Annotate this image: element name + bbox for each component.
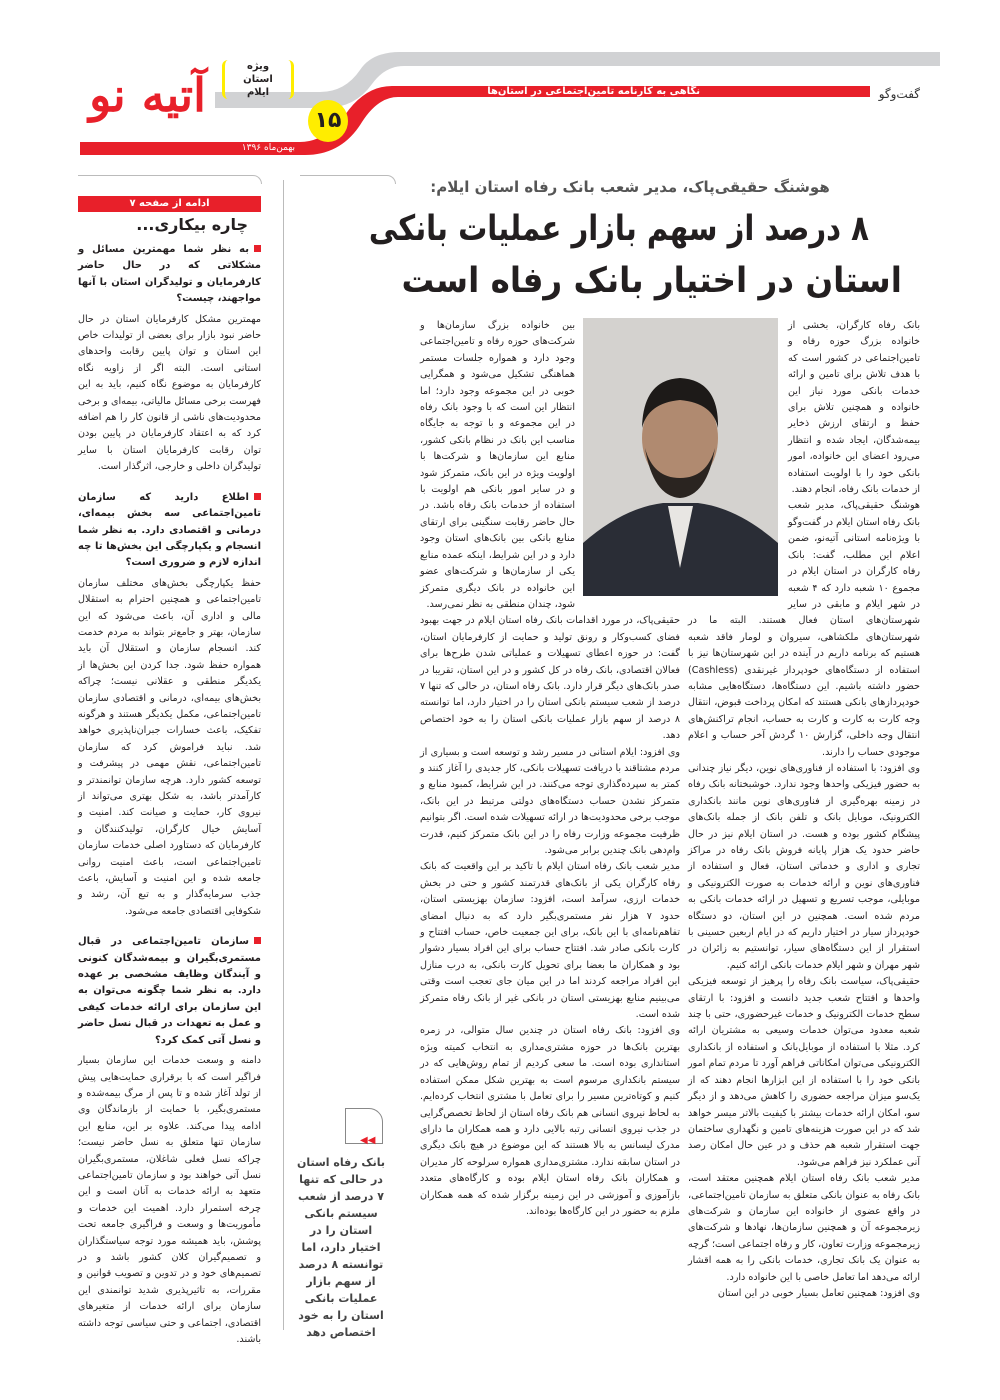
sidebar-title-text: چاره بیکاری... (136, 215, 248, 234)
interview-answer: دامنه و وسعت خدمات این سازمان بسیار فراگیر است که با برقراری حمایت‌هایی پیش از تولد آغاز شده و تا پس از مرگ بیمه‌شده و مستمری‌بگیر، با حمایت از بازماندگان وی ادامه پیدا می‌کند. علاوه بر این، منابع این سازمان تنها متعلق به نسل حاضر نیست؛ چراکه نسل فعلی شاغلان، مستمری‌بگیران نسل آتی خواهند بود و سازمان تامین‌اجتماعی متعهد به ارائه خدمات به آنان است و این چرخه استمرار دارد. اهمیت این خدمات و مأموریت‌ها و وسعت و فراگیری جامعه تحت پوشش، باید همیشه مورد توجه سیاستگذاران و تصمیم‌گیران کلان کشور باشد و در تصمیم‌های خود و در تدوین و تصویب قوانین و مقررات، به تاثیرپذیری شدید توانمندی این سازمان برای ارائه خدمات از متغیرهای اقتصادی، اجتماعی و حتی سیاسی توجه داشته باشند. (78, 1055, 261, 1345)
headline-line-text: استان در اختیار بانک رفاه است (401, 261, 902, 301)
issue-date-text: بهمن‌ماه ۱۳۹۶ (241, 143, 295, 153)
paragraph: وی افزود: با استفاده از فناوری‌های نوین، دیگر نیاز چندانی به حضور فیزیکی واحدها وجود ندارد. خوشبختانه بانک رفاه در زمینه بهره‌گیری از فناوری‌های نوین مانند بانکداری الکترونیک، موبایل بانک و تلفن بانک از جمله بانک‌های پیشگام کشور بوده و هست. در استان ایلام نیز در حال حاضر حدود یک هزار پایانه فروش بانک رفاه در مراکز تجاری و اداری و خدماتی استان، فعال و استفاده از فناوری‌های نوین و ارائه خدمات به صورت الکترونیکی و موبایلی، موجب تسریع و تسهیل در ارائه خدمات بانکی به مردم شده است. همچنین در این استان، دو دستگاه خودپرداز سیار در اختیار داریم که در ایام اربعین حسینی با استقرار از این دستگاه‌های سیار، توانستیم به زائران در شهر مهران و شهر ایلام خدمات بانکی ارائه کنیم. (688, 762, 920, 971)
section-label (860, 87, 920, 101)
paragraph: بانک رفاه کارگران، بخشی از خانواده بزرگ حوزه رفاه و تامین‌اجتماعی در کشور است که با هدف تلاش برای تامین و ارائه خدمات بانکی مورد نیاز این خانواده و همچنین تلاش برای حفظ و ارتقای ارزش ذخایر بیمه‌شدگان، ایجاد شده و انتظار می‌رود اعضای این خانواده، امور بانکی خود را با اولویت استفاده از خدمات بانک رفاه، انجام دهند. (788, 320, 920, 496)
sidebar-body (78, 236, 261, 1345)
special-edition-badge (222, 60, 294, 99)
paragraph: حقیقی‌پاک، سیاست بانک رفاه را پرهیز از توسعه فیزیکی واحدها و افتتاح شعب جدید دانست و افزود: با ارتقای سطح خدمات الکترونیک و خدمات غیرحضوری، حتی با چند شعبه معدود می‌توان خدمات وسیعی به مشتریان ارائه کرد. مثلا با استفاده از موبایل‌بانک و استفاده از بانکداری الکترونیکی می‌توان امکاناتی فراهم آورد تا مردم تمام امور بانکی خود را با استفاده از این ابزارها انجام دهند که از یک‌سو میزان مراجعه حضوری را کاهش می‌دهد و از دیگر سو، امکان ارائه خدمات بیشتر با کیفیت بالاتر میسر خواهد شد که در این صورت هزینه‌های تامین و نگهداری ساختمان جهت استقرار شعبه هم حذف و در عین حال امکان رصد آنی عملکرد نیز فراهم می‌شود. (688, 976, 920, 1168)
question-text: به نظر شما مهمترین مسائل و مشکلاتی که در حال حاضر کارفرمایان و تولیدگران استان با آنها مواجهند، چیست؟ (78, 244, 261, 305)
column-frame (78, 175, 262, 184)
column-frame (300, 175, 396, 184)
paragraph: حقیقی‌پاک، در مورد اقدامات بانک رفاه استان ایلام در جهت بهبود فضای کسب‌وکار و رونق تولید و حمایت از کارفرمایان استان، گفت: در حوزه اعطای تسهیلات و عملیاتی شدن طرح‌ها برای فعالان اقتصادی، بانک رفاه در کل کشور و در این استان، تقریبا در صدر بانک‌های دیگر قرار دارد. بانک رفاه استان، در حالی که تنها ۷ درصد از شعب سیستم بانکی استان را در اختیار دارد، اما توانسته ۸ درصد از سهم بازار عملیات بانکی استان را به خود اختصاص دهد. (420, 615, 680, 742)
paragraph: وی افزود: همچنین تعامل بسیار خوبی در این استان (717, 1287, 920, 1299)
newspaper-logo (80, 55, 215, 135)
section-label-text: گفت‌وگو (878, 87, 920, 101)
continued-label-text: ادامه از صفحه ۷ (129, 198, 210, 209)
article-column-left (420, 318, 680, 1330)
sidebar-title (78, 214, 248, 236)
paragraph: مدیر شعب بانک رفاه استان ایلام همچنین معتقد است، بانک رفاه به عنوان بانکی متعلق به سازمان تامین‌اجتماعی، در واقع عضوی از خانواده این سازمان و شرکت‌های زیرمجموعه آن و همچنین سازمان‌ها، نهادها و شرکت‌های زیرمجموعه وزارت تعاون، کار و رفاه اجتماعی است؛ گرچه به عنوان یک بانک تجاری، خدمات بانکی را به همه اقشار ارائه می‌دهد اما تعامل خاصی با این خانواده دارد. (687, 1173, 920, 1283)
continued-from-banner (78, 196, 261, 212)
page-number-badge: ۱۵ (308, 100, 348, 142)
photo-spacer (575, 318, 680, 600)
paragraph: وی افزود: ایلام استانی در مسیر رشد و توسعه است و بسیاری از مردم مشتاقند با دریافت تسهیلات بانکی، کار جدیدی را آغاز کنند و کمتر به سپرده‌گذاری توجه می‌کنند. در این شرایط، کمبود منابع و متمرکز نشدن حساب دستگاه‌های دولتی مرتبط در این بانک، موجب برخی محدودیت‌ها در ارائه تسهیلات شده است. اگر بتوانیم ظرفیت مجموعه وزارت رفاه را در این بانک متمرکز کنیم، قدرت وام‌دهی بانک چندین برابر می‌شود. (420, 746, 680, 856)
question-text: اطلاع دارید که سازمان تامین‌اجتماعی سه بخش بیمه‌ای، درمانی و اقتصادی دارد. به نظر شما انسجام و یکپارچگی این بخش‌ها تا چه اندازه لازم و ضروری است؟ (78, 491, 261, 569)
edition-word: ویژه (246, 61, 270, 72)
interview-question (78, 934, 261, 1049)
column-divider (283, 180, 284, 1330)
question-text: سازمان تامین‌اجتماعی در قبال مستمری‌بگیران و بیمه‌شدگان کنونی و آیندگان وظایف مشخصی بر عهده دارد. به نظر شما چگونه می‌توان به این سازمان برای ارائه خدمات کیفی و عمل به تعهدات در قبال نسل حاضر و نسل آتی کمک کرد؟ (78, 936, 261, 1046)
square-bullet-icon (254, 493, 261, 500)
article-kicker (420, 176, 840, 198)
interview-question (78, 242, 261, 308)
headline-line-text: ۸ درصد از سهم بازار عملیات بانکی (369, 209, 870, 249)
series-title-text: نگاهی به کارنامه تامین‌اجتماعی در استان‌ها (487, 86, 700, 97)
edition-word: ایلام (246, 87, 270, 98)
paragraph: هوشنگ حقیقی‌پاک، مدیر شعب بانک رفاه استان ایلام در گفت‌وگو با ویژه‌نامه استانی آتیه‌نو، ضمن اعلام این مطلب، گفت: بانک رفاه کارگران در استان ایلام در مجموع ۱۰ شعبه دارد که ۴ شعبه در شهر ایلام و مابقی در سایر شهرستان‌های استان فعال هستند. البته ما در شهرستان‌های ملکشاهی، سیروان و لومار فاقد شعبه هستیم که برنامه داریم در آینده در این شهرستان‌ها نیز با استفاده از دستگاه‌های خودپرداز غیرنقدی (Cashless) حضور داشته باشیم. این دستگاه‌ها، دستگاه‌هایی مشابه خودپردازهای بانکی هستند که امکان پرداخت قبوض، انتقال وجه کارت به کارت و کارت به حساب، انجام تراکنش‌های انتقال وجه داخلی، گزارش ۱۰ گردش آخر حساب و اعلام موجودی حساب را دارند. (688, 500, 920, 758)
square-bullet-icon (254, 245, 261, 252)
pull-quote: بانک رفاه استان در حالی که تنها ۷ درصد از شعب سیستم بانکی استان را در اختیار دارد، اما توانسته ۸ درصد از سهم بازار عملیات بانکی استان را به خود اختصاص دهد (296, 1156, 386, 1339)
logo-text: آتیه نو (89, 68, 206, 122)
interview-answer: حفظ یکپارچگی بخش‌های مختلف سازمان تامین‌اجتماعی و همچنین احترام به استقلال مالی و اداری آن، باعث می‌شود که این سازمان، بهتر و جامع‌تر بتواند به مردم خدمت کند. انسجام سازمان و استقلال آن باید همواره حفظ شود. جدا کردن این بخش‌ها از یکدیگر منطقی و عقلانی نیست؛ چراکه بخش‌های بیمه‌ای، درمانی و اقتصادی سازمان تامین‌اجتماعی، مکمل یکدیگر هستند و هرگونه تفکیک، باعث خسارات جبران‌ناپذیری خواهد شد. نباید فراموش کرد که سازمان تامین‌اجتماعی، نقش مهمی در پیشرفت و توسعه کشور دارد. هرچه سازمان توانمندتر و کارآمدتر باشد، به شکل بهتری می‌تواند از نیروی کار، حمایت و صیانت کند. امنیت و آسایش خیال کارگران، تولیدکنندگان و کارفرمایان که دستاورد اصلی خدمات سازمان تامین‌اجتماعی است، باعث امنیت روانی جامعه شده و این امنیت و آسایش، باعث جذب سرمایه‌گذار و به تبع آن، رشد و شکوفایی اقتصادی جامعه می‌شود. (78, 577, 261, 917)
article-column-right (688, 318, 920, 1330)
double-arrow-icon: ◀◀ (360, 1135, 376, 1146)
kicker-text: هوشنگ حقیقی‌پاک، مدیر شعب بانک رفاه استان ایلام: (430, 178, 830, 196)
interview-question (78, 490, 261, 572)
headline-line (401, 255, 920, 307)
paragraph: بین خانواده بزرگ سازمان‌ها و شرکت‌های حوزه رفاه و تامین‌اجتماعی وجود دارد و همواره جلسات مستمر هماهنگی تشکیل می‌شود و همگرایی خوبی در این مجموعه وجود دارد؛ اما انتظار این است که با وجود بانک رفاه در این مجموعه و با توجه به جایگاه مناسب این بانک در نظام بانکی کشور، منابع این سازمان‌ها و شرکت‌ها با اولویت ویژه در این بانک، متمرکز شود و در سایر امور بانکی هم اولویت با استفاده از خدمات بانک رفاه باشد. در حال حاضر رقابت سنگینی برای ارتقای منابع بانکی بین بانک‌های استان وجود دارد و در این شرایط، اینکه عمده منابع یکی از سازمان‌ها و شرکت‌های عضو این خانواده در بانک دیگری متمرکز شود، چندان منطقی به نظر نمی‌رسد. (420, 320, 575, 610)
paragraph: وی افزود: بانک رفاه استان در چندین سال متوالی، در زمره بهترین بانک‌ها در حوزه مشتری‌مداری به انتخاب کمیته ویژه استانداری بوده است. ما سعی کردیم از تمام روش‌هایی که در سیستم بانکداری مرسوم است به بهترین شکل ممکن استفاده کنیم و کوتاه‌ترین مسیر را برای تعامل با مشتری انتخاب کرده‌ایم. به لحاظ نیروی انسانی هم بانک رفاه استان از لحاظ تخصص‌گرایی در جذب نیروی انسانی رتبه بالایی دارد و همه همکاران ما دارای مدرک لیسانس به بالا هستند که این موضوع در هیچ بانک دیگری در استان سابقه ندارد. مشتری‌مداری همواره سرلوحه کار مدیران و همکاران بانک رفاه استان ایلام بوده و کارگاه‌های متعدد بازآموزی و آموزشی در این زمینه برگزار شده که همه همکاران ملزم به حضور در این کارگاه‌ها بوده‌اند. (420, 1025, 680, 1217)
article-headline (369, 203, 920, 311)
paragraph: مدیر شعب بانک رفاه استان ایلام با تاکید بر این واقعیت که بانک رفاه کارگران یکی از بانک‌های قدرتمند کشور و حتی در بخش خدمات ارزی، سرآمد است، افزود: سازمان بهزیستی استان، حدود ۷ هزار نفر مستمری‌بگیر دارد که به دنبال امضای تفاهم‌نامه‌ای با این بانک، برای این جمعیت خاص، حساب افتتاح و کارت بانکی صادر شد. افتتاح حساب برای این افراد بسیار دشوار بود و همکاران ما بعضا برای تحویل کارت بانکی، به درب منازل این افراد مراجعه کردند اما در این میان جای تعجب است وقتی می‌بینیم منابع بهزیستی استان در بانکی غیر از بانک رفاه متمرکز شده است. (420, 861, 681, 1021)
edition-word: استان (243, 74, 273, 85)
photo-spacer (688, 318, 788, 600)
headline-line (369, 203, 920, 255)
interview-answer: مهمترین مشکل کارفرمایان استان در حال حاضر نبود بازار برای بعضی از تولیدات خاص این استان و توان پایین رقابت واحدهای استانی است. البته اگر از زاویه نگاه کارفرمایان به موضوع نگاه کنیم، باید به این فهرست برخی مسائل مالیاتی، بیمه‌ای و برخی محدودیت‌های ناشی از قانون کار را هم اضافه کرد که به اعتقاد کارفرمایان در پایین بودن توان رقابت کارفرمایان استان با سایر تولیدگران داخلی و خارجی، اثرگذار است. (78, 313, 261, 473)
square-bullet-icon (254, 937, 261, 944)
issue-date (200, 142, 295, 155)
series-title (400, 85, 700, 98)
